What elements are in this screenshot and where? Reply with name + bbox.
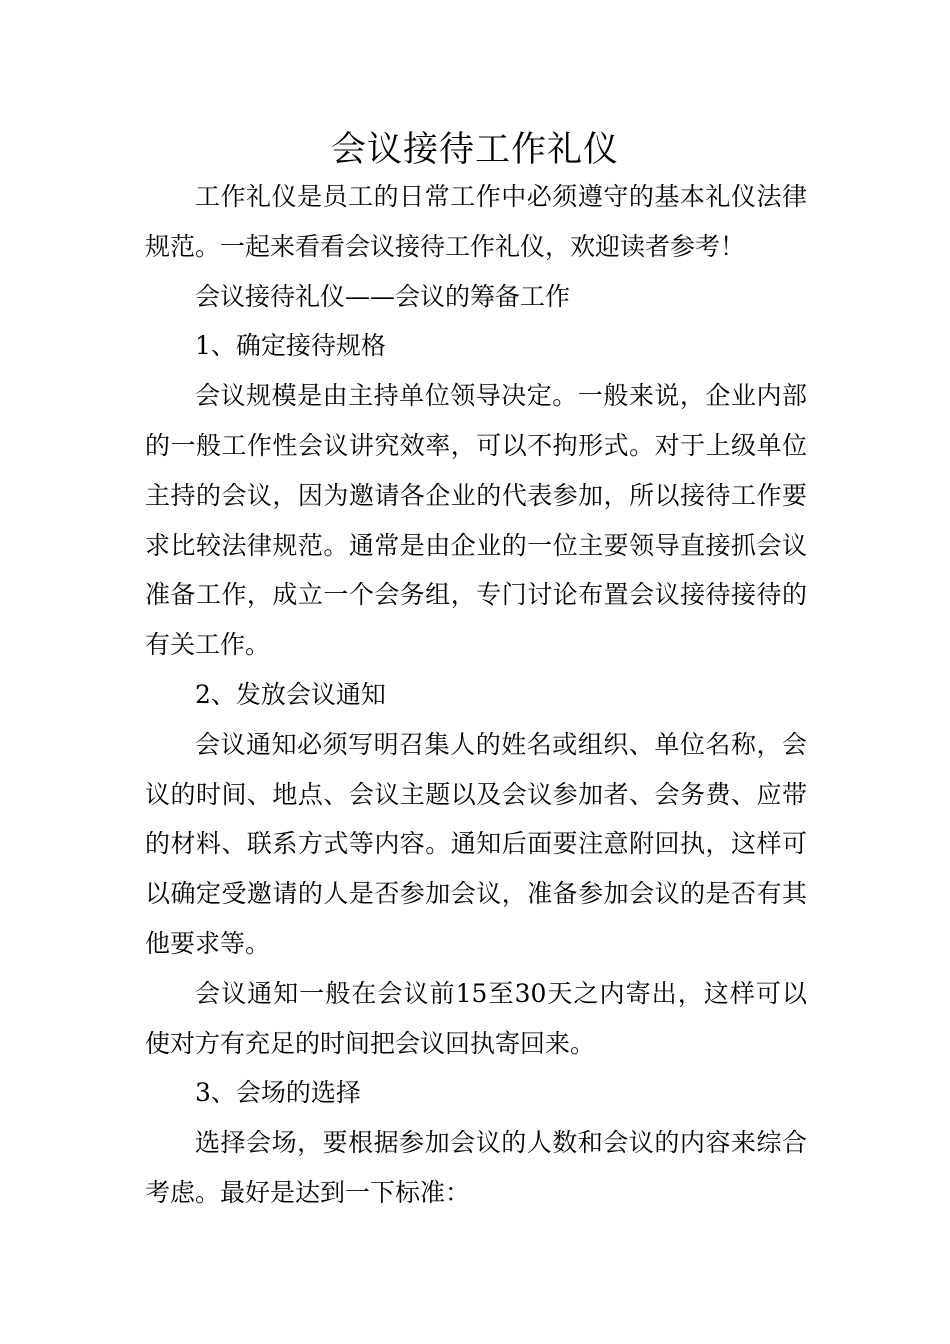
paragraph-meeting-notice: 会议通知必须写明召集人的姓名或组织、单位名称，会议的时间、地点、会议主题以及会议参加者、会务费、应带的材料、联系方式等内容。通知后面要注意附回执，这样可以确定受邀请的人是否参加会议，准备参加会议的是否有其他要求等。 [145,729,807,958]
subheading-meeting-notice: 2、发放会议通知 [195,679,386,709]
paragraph-notice-timing: 会议通知一般在会议前15至30天之内寄出，这样可以使对方有充足的时间把会议回执寄回来。 [145,978,807,1058]
subheading-venue-selection: 3、会场的选择 [195,1078,361,1108]
paragraph-venue-selection: 选择会场，要根据参加会议的人数和会议的内容来综合考虑。最好是达到一下标准： [145,1128,807,1207]
document-title: 会议接待工作礼仪 [330,130,619,170]
subheading-reception-standard: 1、确定接待规格 [195,331,386,361]
section-heading-preparation: 会议接待礼仪——会议的筹备工作 [195,281,571,311]
paragraph-reception-standard: 会议规模是由主持单位领导决定。一般来说，企业内部的一般工作性会议讲究效率，可以不拘形式。对于上级单位主持的会议，因为邀请各企业的代表参加，所以接待工作要求比较法律规范。通常是由企业的一位主要领导直接抓会议准备工作，成立一个会务组，专门讨论布置会议接待接待的有关工作。 [145,381,807,660]
document-body [145,172,807,1218]
paragraph-intro: 工作礼仪是员工的日常工作中必须遵守的基本礼仪法律规范。一起来看看会议接待工作礼仪，欢迎读者参考！ [145,182,807,261]
